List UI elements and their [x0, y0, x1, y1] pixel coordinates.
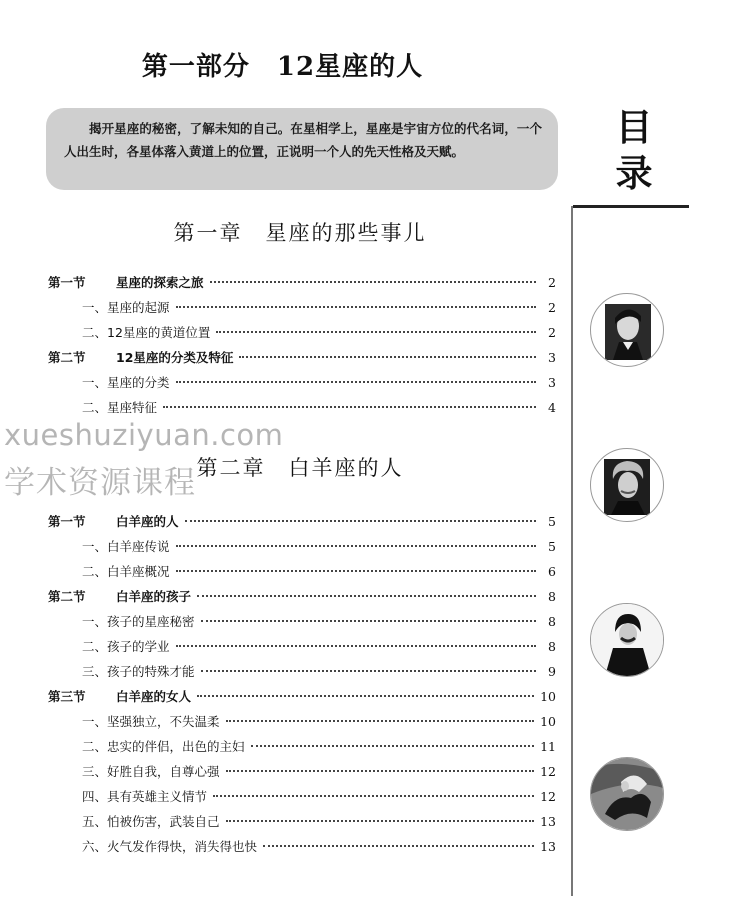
toc-item-entry[interactable]	[48, 373, 556, 398]
toc-item-entry[interactable]	[48, 837, 556, 862]
toc-item-entry[interactable]	[48, 712, 556, 737]
toc-section-number: 第二节	[48, 350, 86, 365]
toc-leader-dots	[263, 845, 534, 847]
toc-page-number: 4	[548, 400, 556, 415]
toc-leader-dots	[213, 795, 534, 797]
portrait-4	[590, 757, 664, 831]
portrait-3	[590, 603, 664, 677]
portrait-1	[590, 293, 664, 367]
toc-entry-label: 二、孩子的学业	[82, 639, 170, 654]
side-divider	[571, 206, 573, 896]
toc-leader-dots	[210, 281, 536, 283]
toc-section-number: 第三节	[48, 689, 86, 704]
toc-section-entry[interactable]	[48, 587, 556, 612]
toc-section-entry[interactable]	[48, 687, 556, 712]
toc-entry-label: 白羊座的女人	[116, 689, 192, 704]
toc-item-entry[interactable]	[48, 787, 556, 812]
toc-entry-label: 白羊座的人	[116, 514, 179, 529]
toc-page-number: 11	[540, 739, 556, 754]
contents-heading	[612, 104, 656, 196]
toc-item-entry[interactable]	[48, 812, 556, 837]
toc-section-entry[interactable]	[48, 273, 556, 298]
toc-leader-dots	[197, 595, 536, 597]
toc-entry-label: 12星座的分类及特征	[116, 350, 234, 365]
toc-entry-label: 二、星座特征	[82, 400, 158, 415]
intro-text: 揭开星座的秘密，了解未知的自己。在星相学上，星座是宇宙方位的代名词，一个人出生时，各星体落入黄道上的位置，正说明一个人的先天性格及天赋。	[64, 121, 542, 159]
toc-page-number: 2	[548, 300, 556, 315]
portrait-2	[590, 448, 664, 522]
toc-page-number: 8	[548, 639, 556, 654]
toc-entry-label: 一、坚强独立，不失温柔	[82, 714, 220, 729]
toc-entry-label: 一、孩子的星座秘密	[82, 614, 195, 629]
toc-page-number: 6	[548, 564, 556, 579]
toc-page-number: 8	[548, 614, 556, 629]
chapter-2-toc	[48, 512, 556, 862]
toc-section-entry[interactable]	[48, 348, 556, 373]
toc-leader-dots	[176, 570, 536, 572]
toc-section-number: 第一节	[48, 514, 86, 529]
toc-page-number: 3	[548, 350, 556, 365]
toc-page-number: 3	[548, 375, 556, 390]
toc-leader-dots	[163, 406, 536, 408]
toc-entry-label: 四、具有英雄主义情节	[82, 789, 208, 804]
toc-page-number: 12	[540, 789, 556, 804]
toc-item-entry[interactable]	[48, 537, 556, 562]
toc-leader-dots	[197, 695, 534, 697]
toc-entry-label: 三、好胜自我，自尊心强	[82, 764, 220, 779]
toc-entry-label: 五、怕被伤害，武装自己	[82, 814, 220, 829]
contents-heading-char-1: 目	[615, 105, 653, 149]
toc-page-number: 9	[548, 664, 556, 679]
toc-leader-dots	[251, 745, 535, 747]
toc-leader-dots	[226, 720, 535, 722]
toc-item-entry[interactable]	[48, 737, 556, 762]
intro-box	[46, 108, 558, 190]
toc-entry-label: 一、星座的分类	[82, 375, 170, 390]
toc-entry-label: 一、白羊座传说	[82, 539, 170, 554]
toc-leader-dots	[201, 620, 536, 622]
toc-item-entry[interactable]	[48, 662, 556, 687]
toc-entry-label: 二、白羊座概况	[82, 564, 170, 579]
toc-page-number: 13	[540, 839, 556, 854]
toc-page-number: 5	[548, 514, 556, 529]
toc-section-number: 第一节	[48, 275, 86, 290]
toc-entry-label: 六、火气发作得快，消失得也快	[82, 839, 258, 854]
chapter-1-title: 第一章 星座的那些事儿	[173, 221, 427, 245]
toc-entry-label: 星座的探索之旅	[116, 275, 204, 290]
toc-entry-label: 白羊座的孩子	[116, 589, 192, 604]
toc-entry-label: 一、星座的起源	[82, 300, 170, 315]
toc-leader-dots	[226, 820, 535, 822]
toc-leader-dots	[176, 306, 536, 308]
toc-entry-label: 二、忠实的伴侣，出色的主妇	[82, 739, 245, 754]
toc-item-entry[interactable]	[48, 762, 556, 787]
toc-leader-dots	[239, 356, 536, 358]
toc-leader-dots	[176, 381, 536, 383]
toc-item-entry[interactable]	[48, 562, 556, 587]
toc-leader-dots	[201, 670, 536, 672]
toc-page-number: 2	[548, 275, 556, 290]
toc-item-entry[interactable]	[48, 612, 556, 637]
toc-entry-label: 二、12星座的黄道位置	[82, 325, 211, 340]
toc-page-number: 13	[540, 814, 556, 829]
part-title: 第一部分 12星座的人	[141, 52, 424, 82]
chapter-1-toc	[48, 273, 556, 423]
toc-leader-dots	[216, 331, 536, 333]
watermark-url: xueshuziyuan.com	[4, 418, 284, 452]
toc-section-entry[interactable]	[48, 512, 556, 537]
toc-page-number: 2	[548, 325, 556, 340]
toc-item-entry[interactable]	[48, 323, 556, 348]
toc-page-number: 12	[540, 764, 556, 779]
toc-page-number: 5	[548, 539, 556, 554]
toc-item-entry[interactable]	[48, 298, 556, 323]
watermark-text: 学术资源课程	[4, 465, 196, 501]
toc-section-number: 第二节	[48, 589, 86, 604]
toc-page-number: 10	[540, 689, 556, 704]
toc-leader-dots	[185, 520, 536, 522]
toc-page-number: 10	[540, 714, 556, 729]
contents-heading-char-2: 录	[615, 151, 653, 195]
toc-entry-label: 三、孩子的特殊才能	[82, 664, 195, 679]
chapter-2-title: 第二章 白羊座的人	[196, 456, 404, 480]
toc-item-entry[interactable]	[48, 637, 556, 662]
toc-leader-dots	[176, 545, 536, 547]
contents-heading-rule	[573, 205, 689, 208]
toc-page-number: 8	[548, 589, 556, 604]
toc-leader-dots	[176, 645, 536, 647]
toc-leader-dots	[226, 770, 535, 772]
